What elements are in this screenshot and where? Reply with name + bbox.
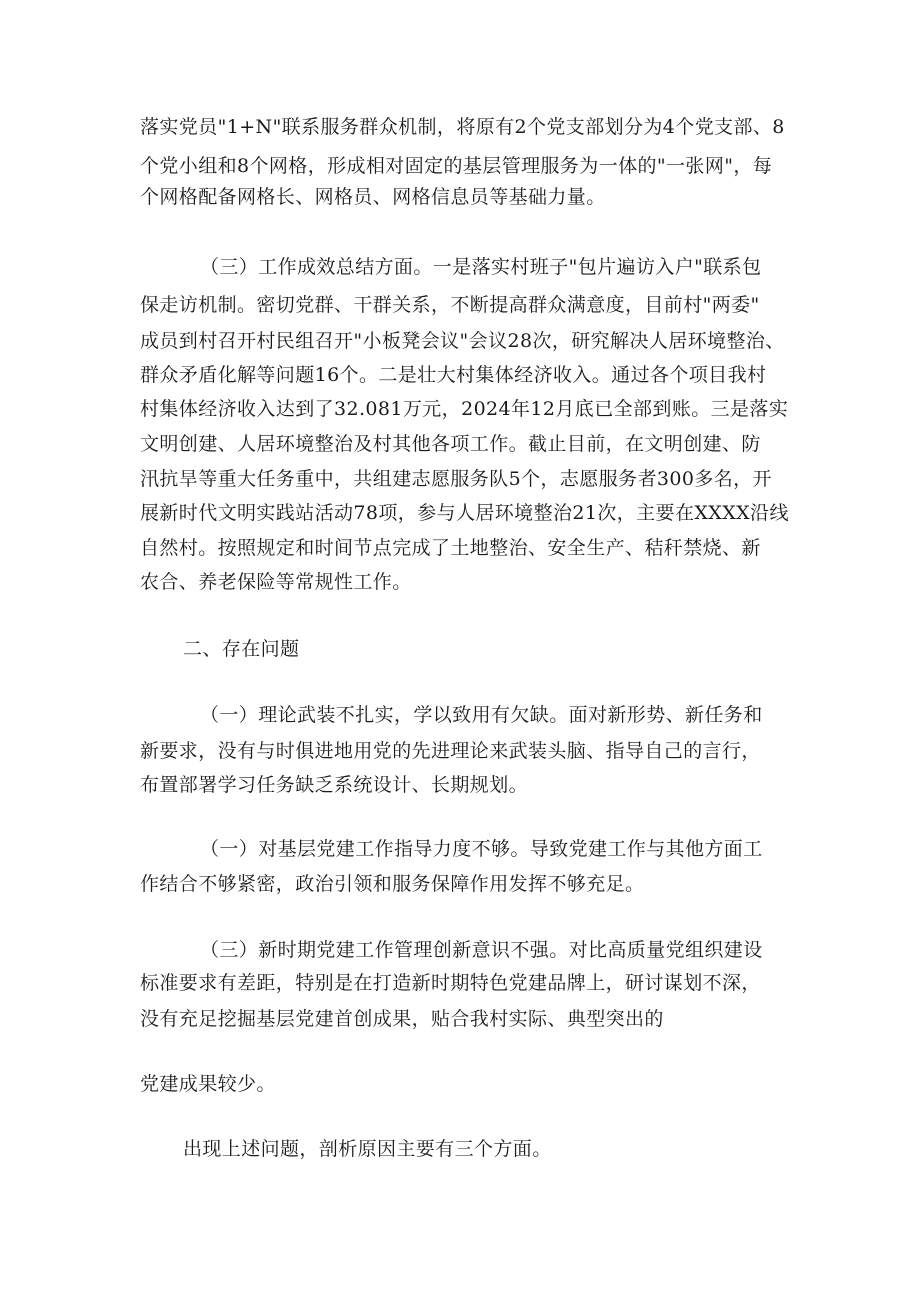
body-text-line: 村集体经济收入达到了32.081万元，2024年12月底已全部到账。三是落实: [140, 398, 789, 420]
body-text-line: 布置部署学习任务缺乏系统设计、长期规划。: [140, 774, 529, 796]
body-text-line: 文明创建、人居环境整治及村其他各项工作。截止目前，在文明创建、防: [140, 433, 761, 455]
section-heading: 二、存在问题: [183, 638, 300, 660]
paragraph-first-line: （三）工作成效总结方面。一是落实村班子"包片遍访入户"联系包: [200, 256, 762, 278]
paragraph-first-line: （一）对基层党建工作指导力度不够。导致党建工作与其他方面工: [200, 838, 763, 860]
body-text-line: 保走访机制。密切党群、干群关系，不断提高群众满意度，目前村"两委": [140, 294, 760, 316]
paragraph-first-line: （一）理论武装不扎实，学以致用有欠缺。面对新形势、新任务和: [200, 704, 763, 726]
body-text-line: 农合、养老保险等常规性工作。: [140, 571, 412, 593]
paragraph-first-line: （三）新时期党建工作管理创新意识不强。对比高质量党组织建设: [200, 939, 763, 961]
body-text-line: 党建成果较少。: [140, 1073, 276, 1095]
body-text-line: 成员到村召开村民组召开"小板凳会议"会议28次，研究解决人居环境整治、: [140, 330, 785, 352]
body-text-line: 落实党员"1+N"联系服务群众机制，将原有2个党支部划分为4个党支部、8: [140, 116, 785, 138]
paragraph-first-line: 出现上述问题，剖析原因主要有三个方面。: [183, 1138, 552, 1160]
body-text-line: 汛抗旱等重大任务重中，共组建志愿服务队5个，志愿服务者300多名，开: [140, 468, 772, 490]
body-text-line: 个党小组和8个网格，形成相对固定的基层管理服务为一体的"一张网"，每: [140, 155, 773, 177]
body-text-line: 作结合不够紧密，政治引领和服务保障作用发挥不够充足。: [140, 873, 645, 895]
body-text-line: 标准要求有差距，特别是在打造新时期特色党建品牌上，研讨谋划不深，: [140, 972, 761, 994]
body-text-line: 群众矛盾化解等问题16个。二是壮大村集体经济收入。通过各个项目我村: [140, 364, 767, 386]
body-text-line: 自然村。按照规定和时间节点完成了土地整治、安全生产、秸秆禁烧、新: [140, 537, 761, 559]
body-text-line: 没有充足挖掘基层党建首创成果，贴合我村实际、典型突出的: [140, 1008, 664, 1030]
body-text-line: 新要求，没有与时俱进地用党的先进理论来武装头脑、指导自己的言行，: [140, 740, 761, 762]
body-text-line: 展新时代文明实践站活动78项，参与人居环境整治21次，主要在XXXX沿线: [140, 502, 789, 524]
body-text-line: 个网格配备网格长、网格员、网格信息员等基础力量。: [140, 186, 606, 208]
